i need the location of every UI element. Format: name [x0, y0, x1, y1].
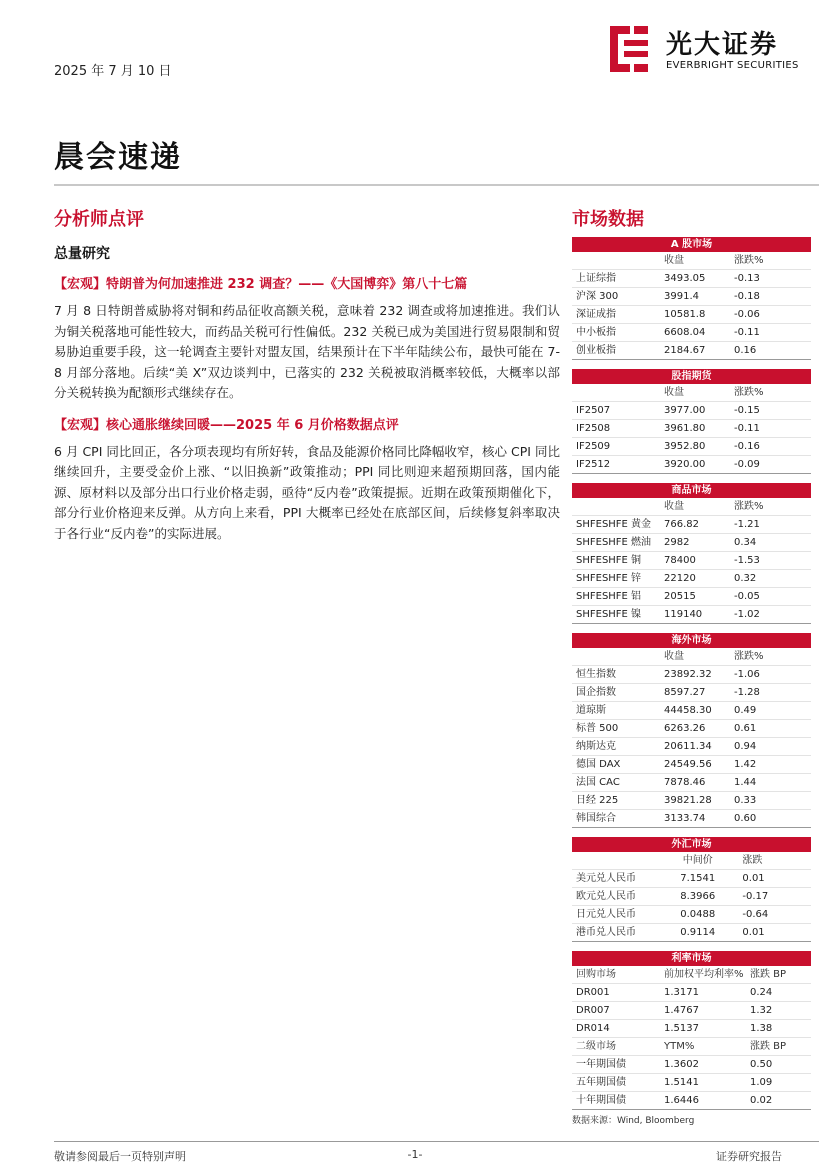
table-row: 恒生指数 23892.32 -1.06 — [572, 666, 811, 684]
table-row: 上证综指 3493.05 -0.13 — [572, 270, 811, 288]
rates-table — [572, 951, 811, 1110]
data-source-note: 数据来源：Wind, Bloomberg — [572, 1116, 695, 1126]
table-row: IF2507 3977.00 -0.15 — [572, 402, 811, 420]
table-row: DR001 1.3171 0.24 — [572, 984, 811, 1002]
table-title: 股指期货 — [572, 369, 811, 384]
table-title: 海外市场 — [572, 633, 811, 648]
report-date: 2025 年 7 月 10 日 — [54, 64, 172, 79]
table-row: 五年期国债 1.5141 1.09 — [572, 1074, 811, 1092]
footer-disclaimer: 敬请参阅最后一页特别声明 — [54, 1150, 186, 1163]
brand-name-en: EVERBRIGHT SECURITIES — [666, 60, 799, 71]
table-title: 利率市场 — [572, 951, 811, 966]
table-row: DR007 1.4767 1.32 — [572, 1002, 811, 1020]
table-row: DR014 1.5137 1.38 — [572, 1020, 811, 1038]
subsection-title: 总量研究 — [54, 246, 110, 262]
index-futures-table — [572, 369, 811, 474]
analyst-commentary — [54, 205, 560, 554]
table-title: 外汇市场 — [572, 837, 811, 852]
table-header-row: 回购市场 前加权平均利率% 涨跌 BP — [572, 966, 811, 984]
table-header-row: 收盘 涨跌% — [572, 252, 811, 270]
footer-divider — [54, 1141, 819, 1142]
table-row: IF2512 3920.00 -0.09 — [576, 459, 760, 470]
table-row: 港币兑人民币 0.9114 0.01 — [576, 927, 765, 938]
table-row: 沪深 300 3991.4 -0.18 — [572, 288, 811, 306]
table-row: 道琼斯 44458.30 0.49 — [572, 702, 811, 720]
table-row: SHFESHFE 铜 78400 -1.53 — [572, 552, 811, 570]
table-row: 日元兑人民币 0.0488 -0.64 — [572, 906, 811, 924]
item-title-1: 【宏观】特朗普为何加速推进 232 调查？——《大国博弈》第八十七篇 — [54, 277, 468, 292]
table-header-row: 二级市场 YTM% 涨跌 BP — [572, 1038, 811, 1056]
overseas-table — [572, 633, 811, 828]
commodities-table — [572, 483, 811, 624]
title-divider — [54, 184, 819, 186]
everbright-logo-icon — [606, 24, 652, 74]
table-row: SHFESHFE 锌 22120 0.32 — [572, 570, 811, 588]
brand-name-cn: 光大证券 — [666, 30, 779, 60]
table-title: A 股市场 — [572, 237, 811, 252]
table-row: 美元兑人民币 7.1541 0.01 — [572, 870, 811, 888]
section-title-market: 市场数据 — [572, 209, 644, 230]
table-header-row: 收盘 涨跌% — [572, 384, 811, 402]
section-title-analysis: 分析师点评 — [54, 209, 144, 230]
table-row: SHFESHFE 铝 20515 -0.05 — [572, 588, 811, 606]
item-title-2: 【宏观】核心通胀继续回暖——2025 年 6 月价格数据点评 — [54, 417, 399, 433]
footer-label: 证券研究报告 — [716, 1150, 782, 1163]
table-row: 欧元兑人民币 8.3966 -0.17 — [572, 888, 811, 906]
table-header-row: 中间价 涨跌 — [572, 852, 811, 870]
table-row: SHFESHFE 燃油 2982 0.34 — [572, 534, 811, 552]
page-title: 晨会速递 — [54, 140, 182, 175]
table-row: 标普 500 6263.26 0.61 — [572, 720, 811, 738]
table-header-row: 收盘 涨跌% — [572, 648, 811, 666]
table-row: SHFESHFE 镍 119140 -1.02 — [576, 609, 760, 620]
a-share-table — [572, 237, 811, 360]
page-number: -1- — [407, 1148, 423, 1161]
table-header-row: 收盘 涨跌% — [572, 498, 811, 516]
table-row: IF2508 3961.80 -0.11 — [572, 420, 811, 438]
table-row: 创业板指 2184.67 0.16 — [576, 345, 757, 356]
market-data — [572, 205, 811, 1126]
table-row: 一年期国债 1.3602 0.50 — [572, 1056, 811, 1074]
table-row: 法国 CAC 7878.46 1.44 — [572, 774, 811, 792]
brand-logo — [606, 18, 806, 78]
table-row: 中小板指 6608.04 -0.11 — [572, 324, 811, 342]
table-row: 深证成指 10581.8 -0.06 — [572, 306, 811, 324]
table-row: 德国 DAX 24549.56 1.42 — [572, 756, 811, 774]
table-row: IF2509 3952.80 -0.16 — [572, 438, 811, 456]
table-row: 韩国综合 3133.74 0.60 — [576, 813, 757, 824]
fx-table — [572, 837, 811, 942]
item-body-2: 6 月 CPI 同比回正，各分项表现均有所好转，食品及能源价格同比降幅收窄，核心 CPI 同比继续回升，主要受金价上涨、“以旧换新”政策推动；PPI 同比则迎来超预期回落，国内能源、原材料以及部分出口行业价格走弱，亟待“反内卷”政策提振。近期在政策预期催化下，部分行业价格迎来反弹。从方向上来看，PPI 大概率已经处在底部区间，后续修复斜率取决于各行业“反内卷”的实际进展。 — [54, 443, 560, 541]
item-body-1: 7 月 8 日特朗普威胁将对铜和药品征收高额关税，意味着 232 调查或将加速推进。我们认为铜关税落地可能性较大，而药品关税可行性偏低。232 关税已成为美国进行贸易限制和贸易胁迫重要手段，这一轮调查主要针对盟友国，结果预计在下半年陆续公布，最快可能在 7-8 月部分落地。后续“美 X”双边谈判中，已落实的 232 关税被取消概率较低，大概率以部分关税转换为配额形式继续存在。 — [54, 303, 560, 400]
table-row: 日经 225 39821.28 0.33 — [572, 792, 811, 810]
table-title: 商品市场 — [572, 483, 811, 498]
table-row: 纳斯达克 20611.34 0.94 — [572, 738, 811, 756]
table-row: 国企指数 8597.27 -1.28 — [572, 684, 811, 702]
table-row: SHFESHFE 黄金 766.82 -1.21 — [572, 516, 811, 534]
table-row: 十年期国债 1.6446 0.02 — [576, 1095, 773, 1106]
